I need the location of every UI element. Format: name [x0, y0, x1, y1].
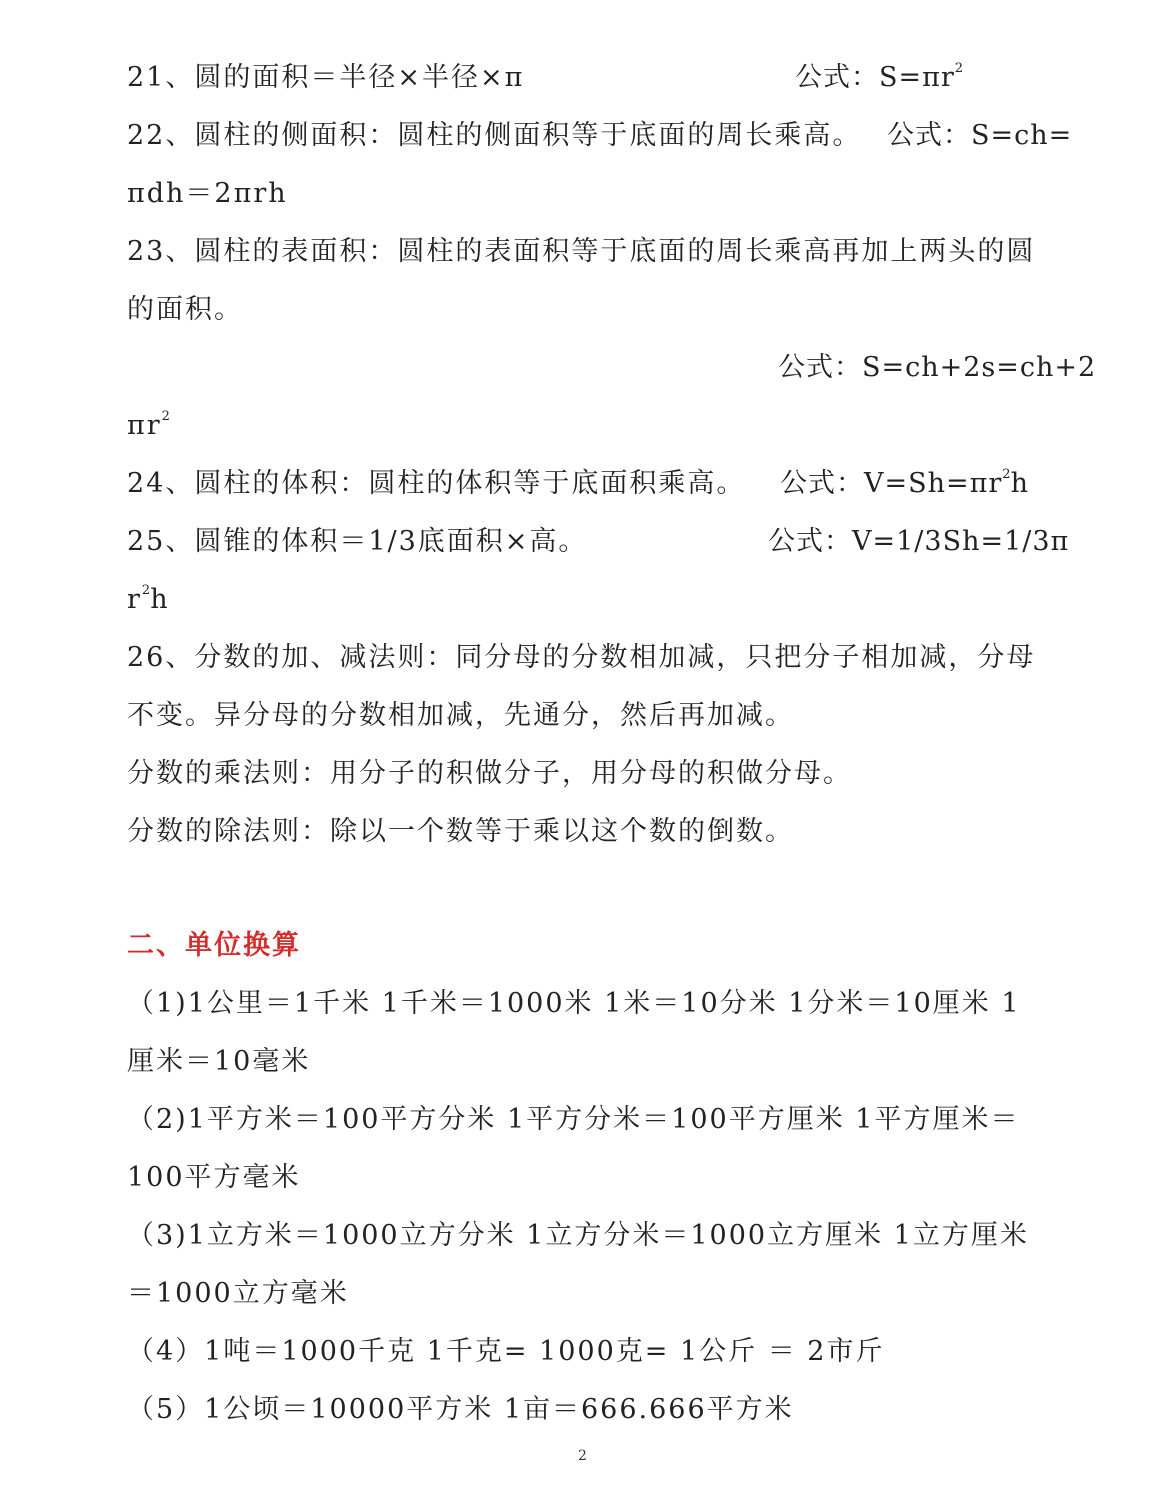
- item-23-text-2: 的面积。: [127, 294, 243, 325]
- item-21-formula: [795, 60, 963, 96]
- item-21-text: 21、圆的面积＝半径×半径×π: [127, 62, 525, 93]
- unit-line-3: （3)1立方米＝1000立方分米 1立方分米＝1000立方厘米 1立方厘米: [127, 1220, 1029, 1251]
- unit-line-2: （2)1平方米＝100平方分米 1平方分米＝100平方厘米 1平方厘米＝: [127, 1104, 1020, 1135]
- item-24-formula-suffix: h: [1010, 468, 1029, 499]
- item-22-formula-cont: πdh＝2πrh: [127, 178, 288, 209]
- item-24-formula: [780, 466, 1029, 502]
- section-2-heading: 二、单位换算: [127, 930, 301, 961]
- item-25-formula-cont-sup: 2: [141, 583, 151, 598]
- item-22-text: 22、圆柱的侧面积：圆柱的侧面积等于底面的周长乘高。: [127, 120, 862, 151]
- item-23-text: 23、圆柱的表面积：圆柱的表面积等于底面的周长乘高再加上两头的圆: [127, 236, 1036, 267]
- fraction-divide-rule: 分数的除法则：除以一个数等于乘以这个数的倒数。: [127, 816, 794, 847]
- item-24-formula-sup: 2: [1002, 467, 1011, 482]
- unit-line-4: （4）1吨＝1000千克 1千克= 1000克= 1公斤 ＝ 2市斤: [127, 1336, 885, 1367]
- item-26-text: 26、分数的加、减法则：同分母的分数相加减，只把分子相加减，分母: [127, 642, 1036, 673]
- item-23-formula-cont-text: πr: [127, 410, 162, 441]
- item-21-formula-sup: 2: [954, 61, 964, 76]
- item-26-text-2: 不变。异分母的分数相加减，先通分，然后再加减。: [127, 700, 794, 731]
- unit-line-2-cont: 100平方毫米: [127, 1162, 301, 1193]
- fraction-multiply-rule: 分数的乘法则：用分子的积做分子，用分母的积做分母。: [127, 758, 852, 789]
- item-25-formula-cont-text: r: [127, 584, 142, 615]
- item-23-formula-cont-sup: 2: [161, 409, 170, 424]
- item-24-text: 24、圆柱的体积：圆柱的体积等于底面积乘高。: [127, 468, 746, 499]
- item-25-formula-cont-suffix: h: [150, 584, 170, 615]
- item-24-formula-text: 公式：V=Sh=πr: [780, 468, 1003, 499]
- item-23-formula-cont: [127, 408, 170, 444]
- item-21-formula-text: 公式：S=πr: [795, 62, 955, 93]
- item-25-formula: 公式：V=1/3Sh=1/3π: [768, 526, 1070, 557]
- unit-line-3-cont: ＝1000立方毫米: [127, 1278, 349, 1309]
- page-number: 2: [578, 1448, 587, 1464]
- unit-line-1: （1)1公里＝1千米 1千米＝1000米 1米＝10分米 1分米＝10厘米 1: [127, 988, 1021, 1019]
- item-25-formula-cont: [127, 582, 170, 618]
- unit-line-1-cont: 厘米＝10毫米: [127, 1046, 311, 1077]
- unit-line-5: （5）1公顷＝10000平方米 1亩＝666.666平方米: [127, 1394, 794, 1425]
- item-22-formula: 公式：S=ch=: [887, 120, 1073, 151]
- item-25-text: 25、圆锥的体积＝1/3底面积×高。: [127, 526, 588, 557]
- item-23-formula: 公式：S=ch+2s=ch+2: [778, 352, 1097, 383]
